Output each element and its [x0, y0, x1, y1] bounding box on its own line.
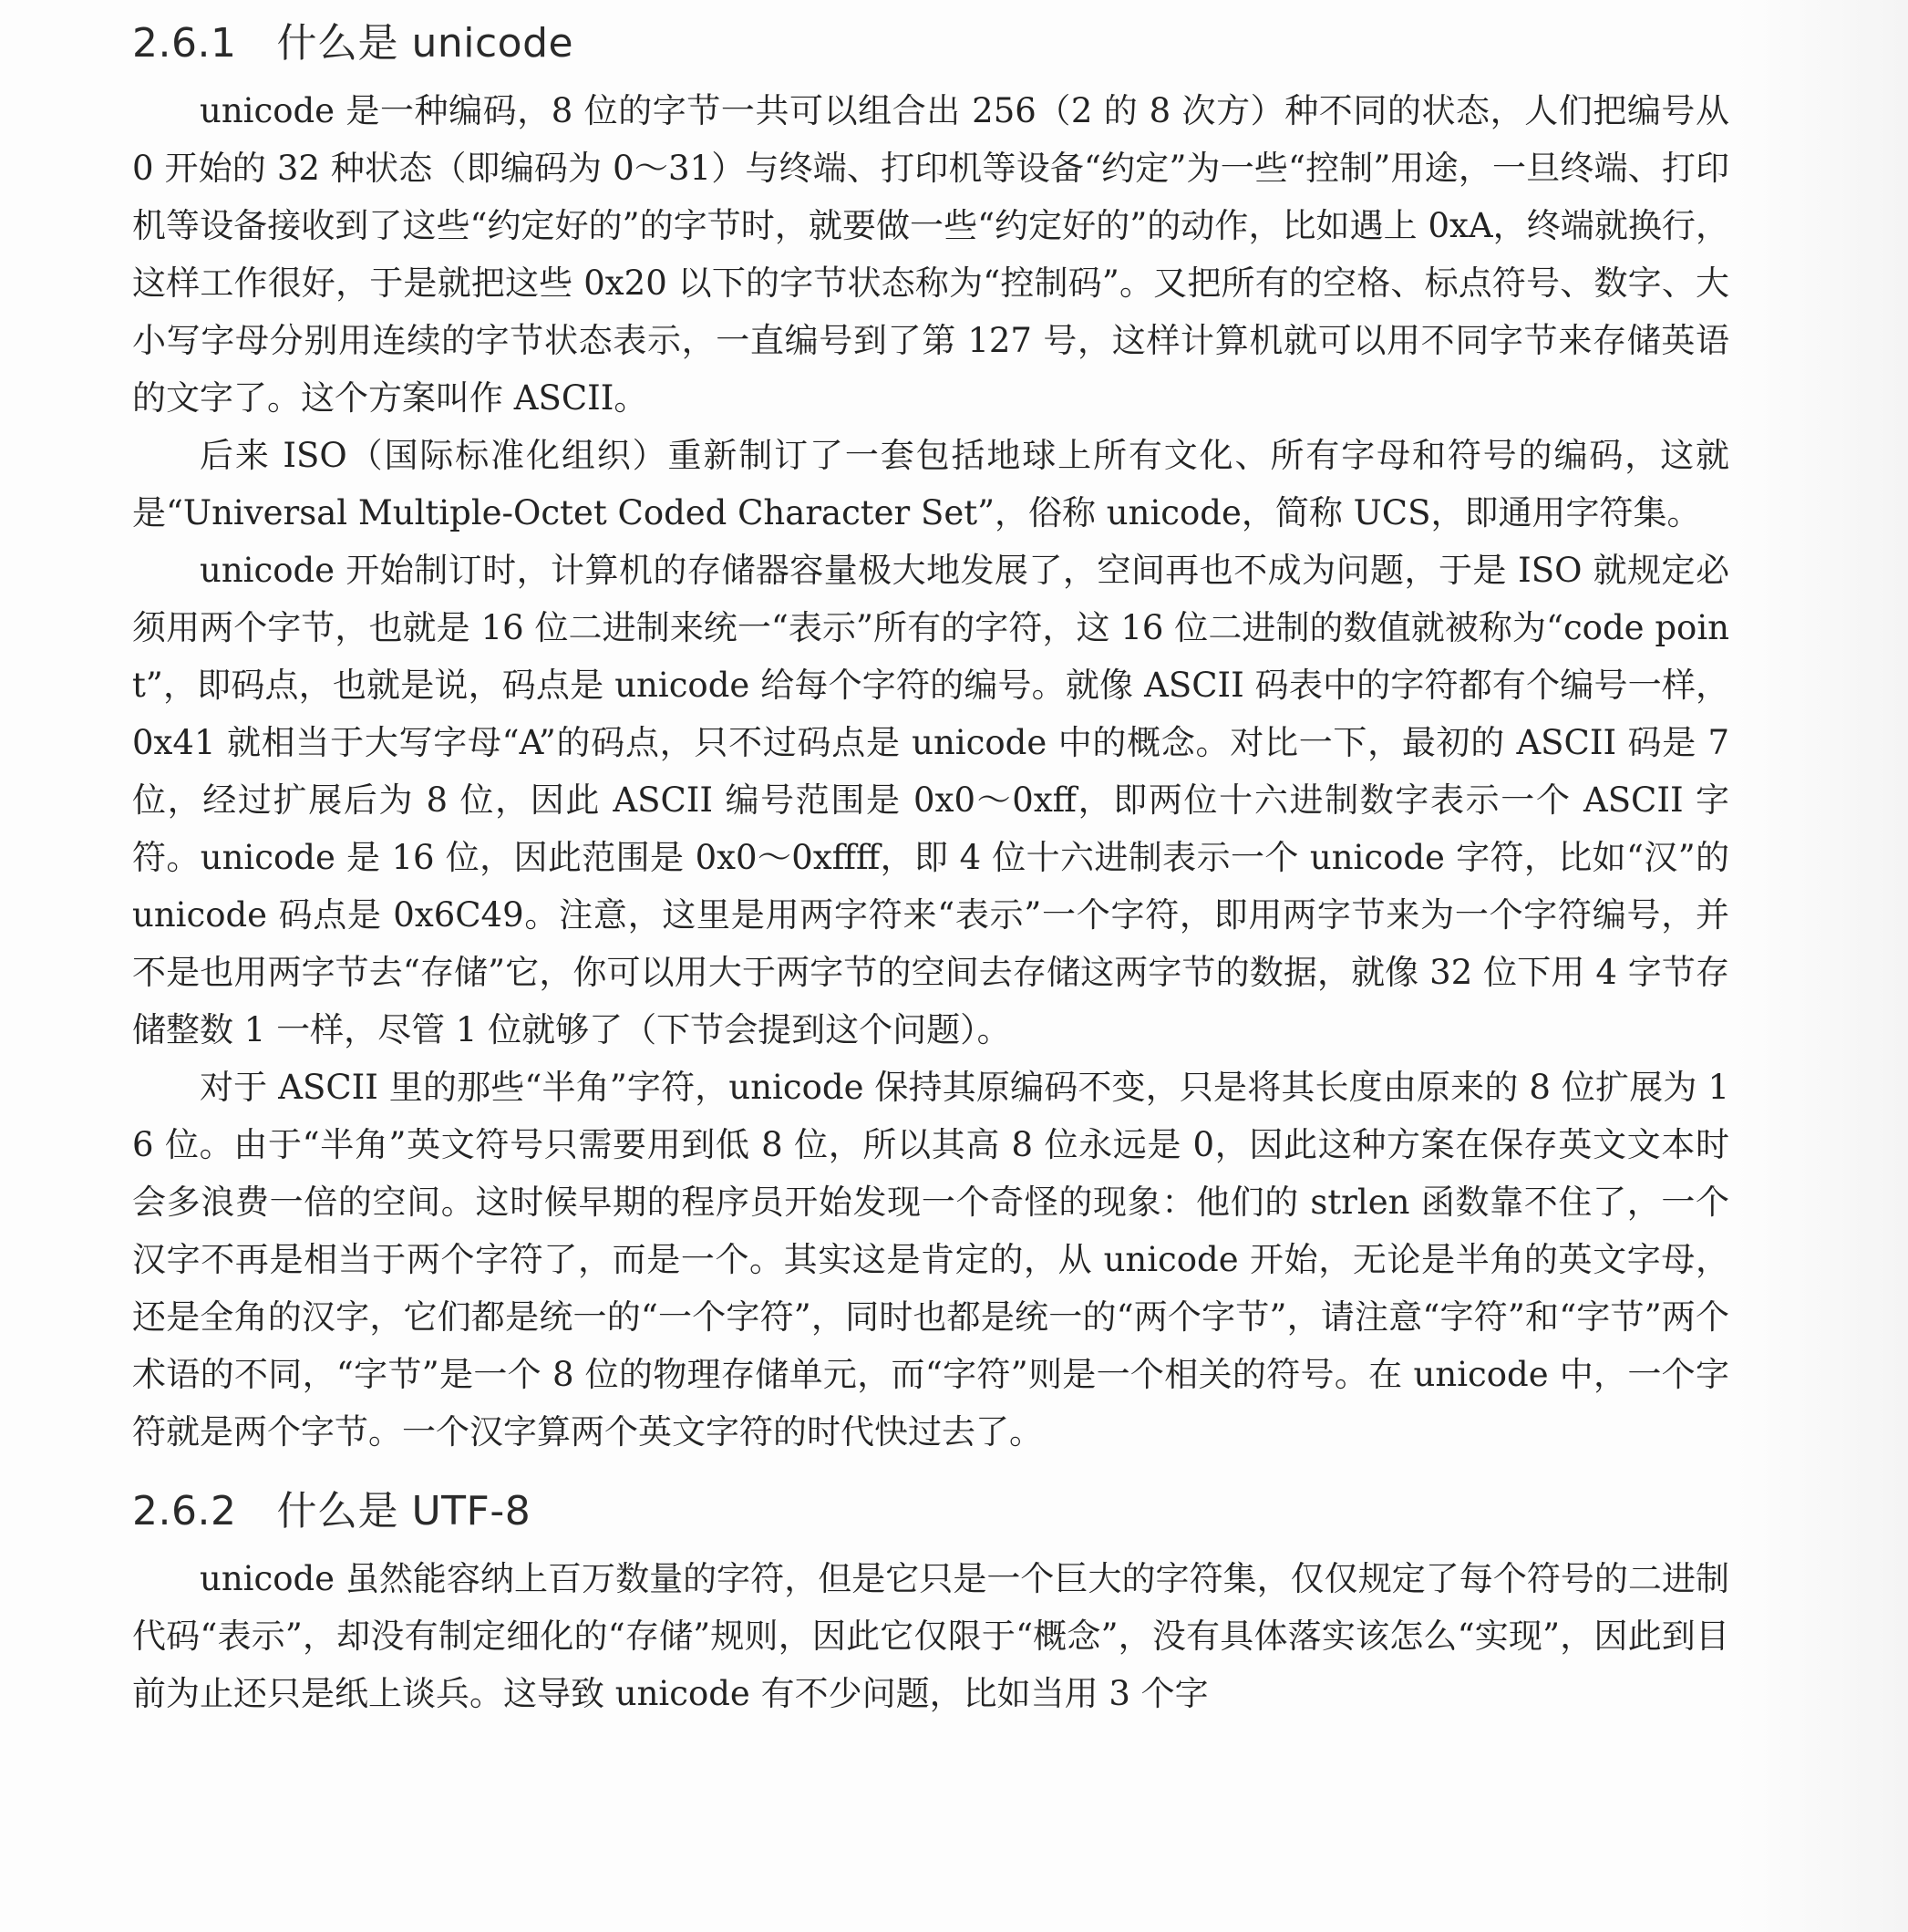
paragraph: unicode 虽然能容纳上百万数量的字符，但是它只是一个巨大的字符集，仅仅规定了每个符号的二进制代码“表示”，却没有制定细化的“存储”规则，因此它仅限于“概念”，没有具体落实该怎么“实现”，因此到目前为止还只是纸上谈兵。这导致 unicode 有不少问题，比如当用 3 个字	[132, 1559, 1729, 1713]
section-number: 2.6.2	[132, 1488, 237, 1534]
paragraph: unicode 开始制订时，计算机的存储器容量极大地发展了，空间再也不成为问题，于是 ISO 就规定必须用两个字节，也就是 16 位二进制来统一“表示”所有的字符，这 16 位二进制的数值就被称为“code point”，即码点，也就是说，码点是 unicode 给每个字符的编号。就像 ASCII 码表中的字符都有个编号一样，0x41 就相当于大写字母“A”的码点，只不过码点是 unicode 中的概念。对比一下，最初的 ASCII 码是 7 位，经过扩展后为 8 位，因此 ASCII 编号范围是 0x0～0xff，即两位十六进制数字表示一个 ASCII 字符。unicode 是 16 位，因此范围是 0x0～0xffff，即 4 位十六进制表示一个 unicode 字符，比如“汉”的 unicode 码点是 0x6C49。注意，这里是用两字符来“表示”一个字符，即用两字节来为一个字符编号，并不是也用两字节去“存储”它，你可以用大于两字节的空间去存储这两字节的数据，就像 32 位下用 4 字节存储整数 1 一样，尽管 1 位就够了（下节会提到这个问题）。	[132, 551, 1729, 1049]
page-edge-shadow	[1735, 0, 1908, 1932]
paragraph: 对于 ASCII 里的那些“半角”字符，unicode 保持其原编码不变，只是将其长度由原来的 8 位扩展为 16 位。由于“半角”英文符号只需要用到低 8 位，所以其高 8 位永远是 0，因此这种方案在保存英文文本时会多浪费一倍的空间。这时候早期的程序员开始发现一个奇怪的现象：他们的 strlen 函数靠不住了，一个汉字不再是相当于两个字符了，而是一个。其实这是肯定的，从 unicode 开始，无论是半角的英文字母，还是全角的汉字，它们都是统一的“一个字符”，同时也都是统一的“两个字节”，请注意“字符”和“字节”两个术语的不同，“字节”是一个 8 位的物理存储单元，而“字符”则是一个相关的符号。在 unicode 中，一个字符就是两个字节。一个汉字算两个英文字符的时代快过去了。	[132, 1068, 1729, 1452]
section-title: 什么是 unicode	[276, 20, 574, 67]
section-number: 2.6.1	[132, 20, 237, 67]
section-heading-2-6-1	[132, 16, 1729, 71]
section-title: 什么是 UTF-8	[276, 1488, 531, 1534]
section-heading-2-6-2	[132, 1484, 1729, 1539]
paragraph: 后来 ISO（国际标准化组织）重新制订了一套包括地球上所有文化、所有字母和符号的编码，这就是“Universal Multiple-Octet Coded Character Set”，俗称 unicode，简称 UCS，即通用字符集。	[132, 436, 1729, 532]
page-content	[132, 16, 1729, 1722]
paragraph: unicode 是一种编码，8 位的字节一共可以组合出 256（2 的 8 次方）种不同的状态，人们把编号从 0 开始的 32 种状态（即编码为 0～31）与终端、打印机等设备“约定”为一些“控制”用途，一旦终端、打印机等设备接收到了这些“约定好的”的字节时，就要做一些“约定好的”的动作，比如遇上 0xA，终端就换行，这样工作很好，于是就把这些 0x20 以下的字节状态称为“控制码”。又把所有的空格、标点符号、数字、大小写字母分别用连续的字节状态表示，一直编号到了第 127 号，这样计算机就可以用不同字节来存储英语的文字了。这个方案叫作 ASCII。	[132, 91, 1729, 418]
